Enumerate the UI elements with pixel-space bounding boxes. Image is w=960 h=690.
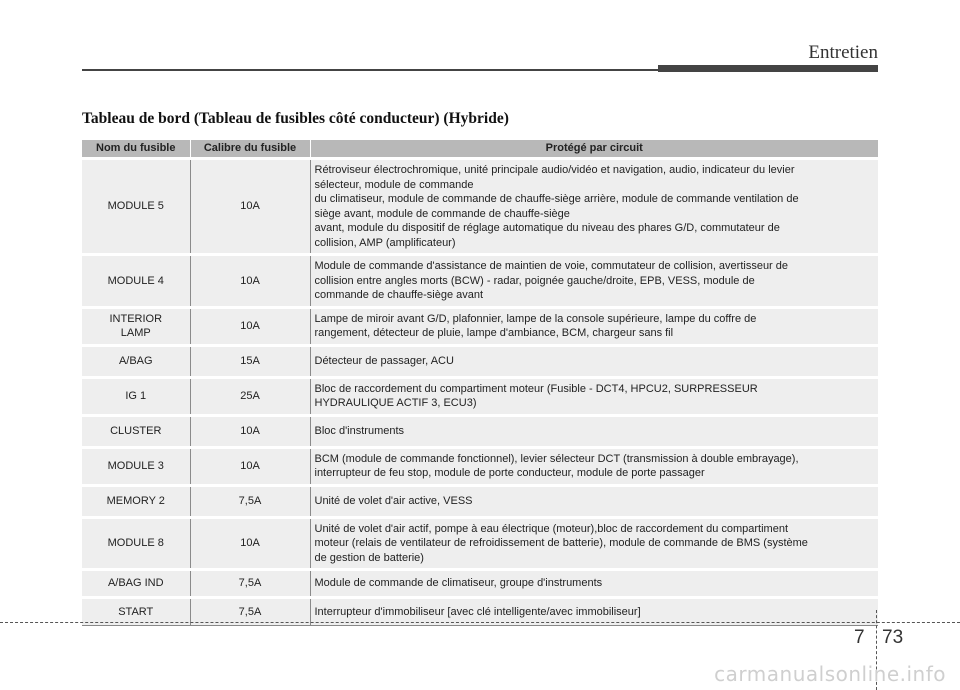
table-row — [82, 517, 878, 570]
watermark: carmanualsonline.info — [714, 662, 946, 686]
circuit-cell: Module de commande d'assistance de maintien de voie, commutateur de collision, avertisseur de collision entre angles morts (BCW) - radar, poignée gauche/droite, EPB, VESS, module de commande de chauffe-siège avant — [310, 255, 878, 308]
circuit-cell: Bloc de raccordement du compartiment moteur (Fusible - DCT4, HPCU2, SURPRESSEUR HYDRAULIQUE ACTIF 3, ECU3) — [310, 377, 878, 415]
fuse-name-cell: A/BAG — [82, 345, 190, 377]
circuit-cell: Unité de volet d'air actif, pompe à eau électrique (moteur),bloc de raccordement du compartiment moteur (relais de ventilateur de refroidissement de batterie), module de commande de BMS (système de gestion de batterie) — [310, 517, 878, 570]
circuit-cell: Lampe de miroir avant G/D, plafonnier, lampe de la console supérieure, lampe du coffre de rangement, détecteur de pluie, lampe d'ambiance, BCM, chargeur sans fil — [310, 307, 878, 345]
table-row — [82, 377, 878, 415]
table-row — [82, 159, 878, 255]
column-header-fuse-name: Nom du fusible — [82, 140, 190, 159]
circuit-cell: Bloc d'instruments — [310, 415, 878, 447]
fuse-rating-cell: 7,5A — [190, 598, 310, 626]
fuse-rating-cell: 15A — [190, 345, 310, 377]
fuse-name-cell: MODULE 4 — [82, 255, 190, 308]
fuse-name-cell: CLUSTER — [82, 415, 190, 447]
fuse-rating-cell: 10A — [190, 447, 310, 485]
fuse-rating-cell: 25A — [190, 377, 310, 415]
circuit-cell: Détecteur de passager, ACU — [310, 345, 878, 377]
header-rule-accent — [658, 65, 878, 72]
fuse-rating-cell: 7,5A — [190, 570, 310, 598]
table-row — [82, 345, 878, 377]
table-row — [82, 307, 878, 345]
fuse-name-cell: IG 1 — [82, 377, 190, 415]
table-row — [82, 570, 878, 598]
fuse-name-cell: A/BAG IND — [82, 570, 190, 598]
fuse-rating-cell: 10A — [190, 517, 310, 570]
section-title: Tableau de bord (Tableau de fusibles côté conducteur) (Hybride) — [82, 110, 509, 127]
footer-rule — [0, 622, 960, 623]
fuse-rating-cell: 7,5A — [190, 485, 310, 517]
column-header-circuit: Protégé par circuit — [310, 140, 878, 159]
fuse-name-cell: MODULE 5 — [82, 159, 190, 255]
table-row — [82, 415, 878, 447]
fuse-name-cell: START — [82, 598, 190, 626]
fuse-name-cell: INTERIOR LAMP — [82, 307, 190, 345]
table-row — [82, 447, 878, 485]
fuse-name-cell: MODULE 3 — [82, 447, 190, 485]
circuit-cell: Unité de volet d'air active, VESS — [310, 485, 878, 517]
header-rule — [82, 69, 658, 71]
table-row — [82, 255, 878, 308]
fuse-rating-cell: 10A — [190, 159, 310, 255]
circuit-cell: Module de commande de climatiseur, groupe d'instruments — [310, 570, 878, 598]
table-row — [82, 485, 878, 517]
circuit-cell: BCM (module de commande fonctionnel), levier sélecteur DCT (transmission à double embrayage), interrupteur de feu stop, module de porte conducteur, module de porte passager — [310, 447, 878, 485]
circuit-cell: Interrupteur d'immobiliseur [avec clé intelligente/avec immobiliseur] — [310, 598, 878, 626]
column-header-fuse-rating: Calibre du fusible — [190, 140, 310, 159]
fuse-rating-cell: 10A — [190, 255, 310, 308]
fuse-rating-cell: 10A — [190, 307, 310, 345]
chapter-title: Entretien — [808, 42, 878, 63]
fuse-rating-cell: 10A — [190, 415, 310, 447]
fuse-name-cell: MEMORY 2 — [82, 485, 190, 517]
page-number: 73 — [882, 627, 904, 648]
chapter-number: 7 — [854, 627, 865, 648]
circuit-cell: Rétroviseur électrochromique, unité principale audio/vidéo et navigation, audio, indicateur du levier sélecteur, module de commande du climatiseur, module de commande de chauffe-siège arrière, module de commande ventilation de siège avant, module de commande de chauffe-siège avant, module du dispositif de réglage automatique du niveau des phares G/D, commutateur de collision, AMP (amplificateur) — [310, 159, 878, 255]
fuse-table — [82, 140, 878, 626]
table-header-row — [82, 140, 878, 159]
fuse-name-cell: MODULE 8 — [82, 517, 190, 570]
